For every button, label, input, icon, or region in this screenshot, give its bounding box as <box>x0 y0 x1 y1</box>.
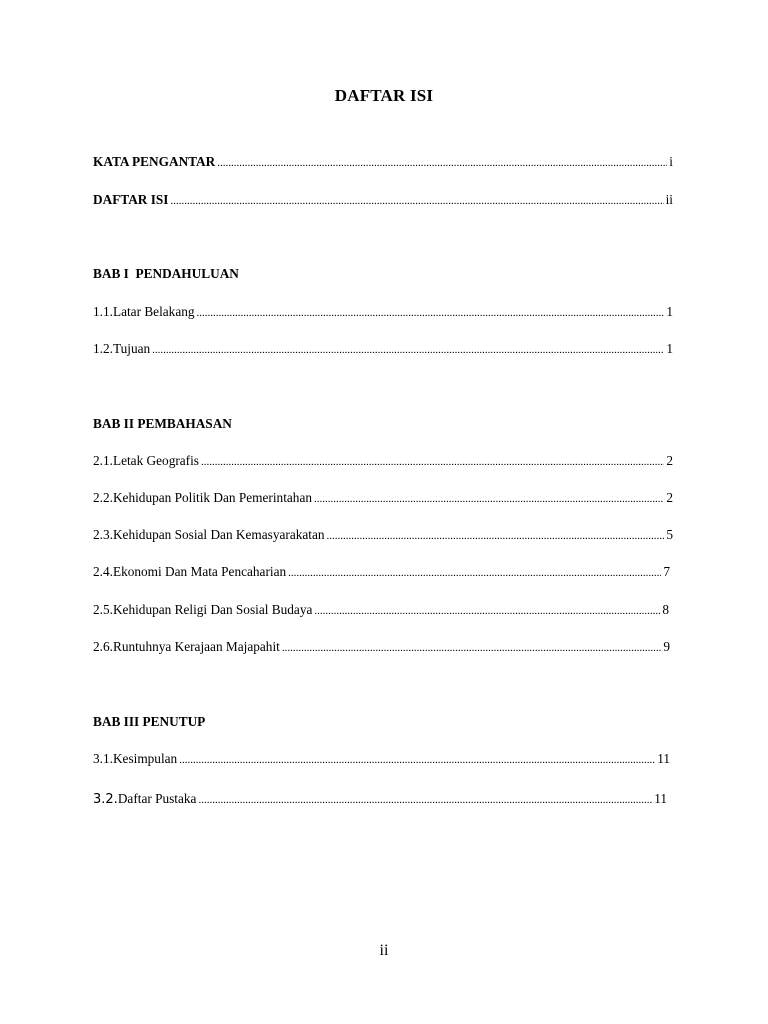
toc-entry-2-4[interactable] <box>93 563 670 582</box>
chapter-heading-bab-3: BAB III PENUTUP <box>93 714 206 729</box>
toc-entry-page: ii <box>665 192 673 207</box>
toc-entry-page: 7 <box>663 564 670 579</box>
toc-entry-page: 1 <box>666 341 673 356</box>
chapter-heading-bab-1: BAB I PENDAHULUAN <box>93 266 239 281</box>
dot-leader <box>282 639 662 657</box>
dot-leader <box>314 602 660 620</box>
toc-entry-label: 1.2.Tujuan <box>93 341 151 356</box>
toc-entry-2-3[interactable] <box>93 526 673 545</box>
toc-entry-kata-pengantar[interactable] <box>93 153 673 172</box>
toc-entry-page: 11 <box>654 791 667 806</box>
toc-entry-page: 9 <box>663 639 670 654</box>
toc-entry-2-2[interactable] <box>93 489 673 508</box>
toc-entry-2-5[interactable] <box>93 601 669 620</box>
document-title: DAFTAR ISI <box>334 86 434 105</box>
page-number: ii <box>379 942 389 959</box>
toc-entry-label: 1.1.Latar Belakang <box>93 304 195 319</box>
toc-entry-3-1[interactable] <box>93 750 670 769</box>
toc-entry-1-2[interactable] <box>93 340 673 359</box>
dot-leader <box>201 453 664 471</box>
toc-entry-page: 5 <box>666 527 673 542</box>
toc-entry-label: KATA PENGANTAR <box>93 154 216 169</box>
dot-leader <box>217 154 667 172</box>
toc-entry-3-2[interactable] <box>93 790 667 809</box>
toc-entry-label-text: Daftar Pustaka <box>117 791 197 806</box>
toc-entry-page: 11 <box>657 751 670 766</box>
toc-entry-label: 2.2.Kehidupan Politik Dan Pemerintahan <box>93 490 312 505</box>
toc-entry-page: 2 <box>666 453 673 468</box>
toc-entry-label: DAFTAR ISI <box>93 192 169 207</box>
dot-leader <box>152 341 664 359</box>
toc-entry-page: i <box>669 154 673 169</box>
toc-entry-label: 2.6.Runtuhnya Kerajaan Majapahit <box>93 639 280 654</box>
toc-entry-label: 3.1.Kesimpulan <box>93 751 178 766</box>
toc-entry-label: 2.1.Letak Geografis <box>93 453 199 468</box>
dot-leader <box>197 304 665 322</box>
toc-entry-2-6[interactable] <box>93 638 670 657</box>
toc-entry-label <box>93 790 196 809</box>
dot-leader <box>327 527 665 545</box>
chapter-heading-bab-2: BAB II PEMBAHASAN <box>93 416 232 431</box>
toc-entry-daftar-isi[interactable] <box>93 191 673 210</box>
dot-leader <box>170 192 663 210</box>
toc-entry-label: 2.4.Ekonomi Dan Mata Pencaharian <box>93 564 287 579</box>
toc-entry-page: 1 <box>666 304 673 319</box>
dot-leader <box>198 791 652 809</box>
toc-entry-number: 3.2. <box>93 792 118 807</box>
toc-entry-2-1[interactable] <box>93 452 673 471</box>
toc-entry-page: 2 <box>666 490 673 505</box>
dot-leader <box>314 490 664 508</box>
toc-entry-page: 8 <box>662 602 669 617</box>
toc-entry-label: 2.5.Kehidupan Religi Dan Sosial Budaya <box>93 602 313 617</box>
toc-entry-label: 2.3.Kehidupan Sosial Dan Kemasyarakatan <box>93 527 325 542</box>
toc-entry-1-1[interactable] <box>93 303 673 322</box>
dot-leader <box>179 751 655 769</box>
dot-leader <box>288 564 661 582</box>
